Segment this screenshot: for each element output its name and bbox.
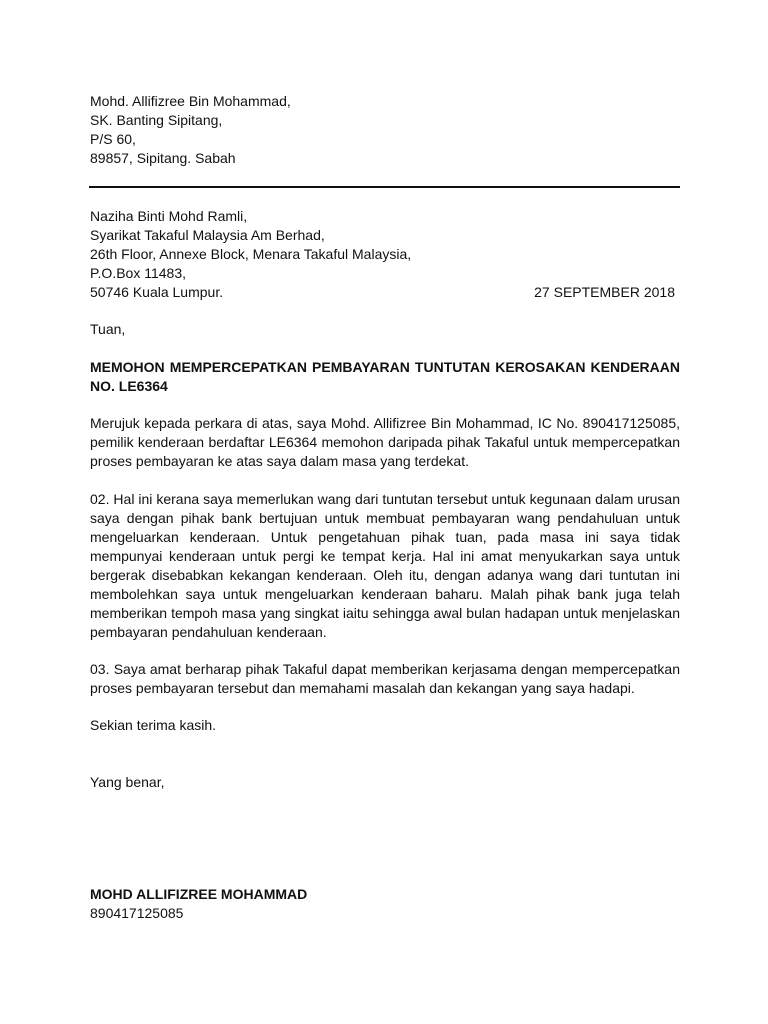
sender-school: SK. Banting Sipitang,: [90, 112, 223, 128]
letter-subject: MEMOHON MEMPERCEPATKAN PEMBAYARAN TUNTUTAN KEROSAKAN KENDERAAN NO. LE6364: [90, 359, 680, 394]
recipient-po-box: P.O.Box 11483,: [90, 265, 186, 281]
recipient-postcode-city: 50746 Kuala Lumpur.: [90, 284, 224, 300]
recipient-company: Syarikat Takaful Malaysia Am Berhad,: [90, 227, 325, 243]
sender-address: [90, 92, 680, 168]
letter-date: 27 SEPTEMBER 2018: [534, 284, 675, 300]
sender-postcode-city: 89857, Sipitang. Sabah: [90, 150, 236, 166]
sender-name: Mohd. Allifizree Bin Mohammad,: [90, 93, 291, 109]
paragraph-intro: Merujuk kepada perkara di atas, saya Mohd. Allifizree Bin Mohammad, IC No. 890417125085, pemilik kenderaan berdaftar LE6364 memohon daripada pihak Takaful untuk mempercepatkan proses pembayaran ke atas saya dalam masa yang terdekat.: [90, 415, 680, 469]
signatory-ic-number: 890417125085: [90, 905, 184, 921]
paragraph-02: 02. Hal ini kerana saya memerlukan wang dari tuntutan tersebut untuk kegunaan dalam urusan saya dengan pihak bank bertujuan untuk membuat pembayaran wang pendahuluan untuk mengeluarkan kenderaan. Untuk pengetahuan pihak tuan, pada masa ini saya tidak mempunyai kenderaan untuk pergi ke tempat kerja. Hal ini amat menyukarkan saya untuk bergerak disebabkan kekangan kenderaan. Oleh itu, dengan adanya wang dari tuntutan ini membolehkan saya untuk mengeluarkan kenderaan baharu. Malah pihak bank juga telah memberikan tempoh masa yang singkat iaitu sehingga awal bulan hadapan untuk menjelaskan pembayaran pendahuluan kenderaan.: [90, 491, 680, 640]
recipient-name: Naziha Binti Mohd Ramli,: [90, 208, 248, 224]
signatory-name: MOHD ALLIFIZREE MOHAMMAD: [90, 886, 308, 902]
header-divider: [89, 186, 680, 188]
closing-sign-off: Yang benar,: [90, 774, 165, 790]
closing-thanks: Sekian terima kasih.: [90, 717, 217, 733]
salutation: Tuan,: [90, 321, 126, 337]
sender-po-box: P/S 60,: [90, 131, 136, 147]
paragraph-03: 03. Saya amat berharap pihak Takaful dapat memberikan kerjasama dengan mempercepatkan proses pembayaran tersebut dan memahami masalah dan kekangan yang saya hadapi.: [90, 661, 680, 696]
recipient-building: 26th Floor, Annexe Block, Menara Takaful Malaysia,: [90, 246, 412, 262]
